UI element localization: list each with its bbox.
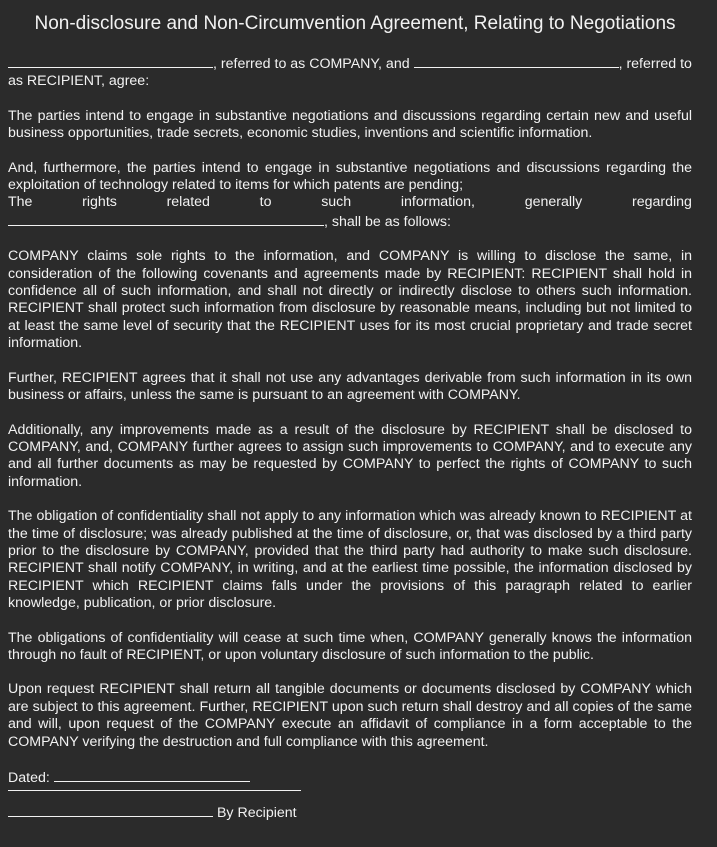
dated-blank[interactable] bbox=[54, 768, 250, 782]
paragraph-company-claims: COMPANY claims sole rights to the information, and COMPANY is willing to disclose the same, in consideration of the following covenants and agreements made by RECIPIENT: RECIPIENT shall hold in confidence all of such information, and shall not directly or indirectly disclose to others such information. RECIPIENT shall protect such information from disclosure by reasonable means, including but not limited to at least the same level of security that the RECIPIENT uses for its most crucial proprietary and trade secret information. bbox=[8, 248, 692, 352]
recipient-label-end: , referred to bbox=[618, 56, 692, 72]
rights-word: to bbox=[259, 194, 272, 211]
parties-paragraph bbox=[8, 54, 692, 91]
dated-label: Dated: bbox=[8, 770, 50, 786]
recipient-label-line2: as RECIPIENT, agree: bbox=[8, 73, 150, 90]
paragraph-cessation: The obligations of confidentiality will cease at such time when, COMPANY generally knows the information through no fault of RECIPIENT, or upon voluntary disclosure of such information to the public. bbox=[8, 629, 692, 663]
paragraph-return-documents: Upon request RECIPIENT shall return all tangible documents or documents disclosed by COMPANY which are subject to this agreement. Further, RECIPIENT upon such return shall destroy and all copies of the same and will, upon request of the COMPANY execute an affidavit of compliance in a form acceptable to the COMPANY verifying the destruction and full compliance with this agreement. bbox=[8, 681, 692, 750]
recipient-signature-blank[interactable] bbox=[8, 803, 213, 817]
subject-end: , shall be as follows: bbox=[324, 213, 451, 230]
rights-word: information, bbox=[400, 194, 475, 211]
technology-text: And, furthermore, the parties intend to engage in substantive negotiations and discussions regarding the exploitation of technology related to items for which patents are pending; bbox=[8, 159, 692, 194]
rights-word: such bbox=[321, 194, 352, 211]
rights-line bbox=[8, 194, 692, 211]
rights-word: rights bbox=[82, 194, 117, 211]
rights-word: regarding bbox=[631, 194, 692, 211]
company-label: , referred to as COMPANY, and bbox=[213, 56, 410, 72]
recipient-name-blank[interactable] bbox=[414, 54, 619, 68]
rights-word: The bbox=[8, 194, 33, 211]
paragraph-intent: The parties intend to engage in substantive negotiations and discussions regarding certain new and useful business opportunities, trade secrets, economic studies, inventions and scientific information. bbox=[8, 107, 692, 142]
paragraph-exceptions: The obligation of confidentiality shall not apply to any information which was already known to RECIPIENT at the time of disclosure; was already published at the time of disclosure, or, that was disclosed by a third party prior to the disclosure by COMPANY, provided that the third party had authority to make such disclosure. RECIPIENT shall notify COMPANY, in writing, and at the earliest time possible, the information disclosed by RECIPIENT which RECIPIENT claims falls under the provisions of this paragraph related to earlier knowledge, publication, or prior disclosure. bbox=[8, 508, 692, 612]
paragraph-improvements: Additionally, any improvements made as a result of the disclosure by RECIPIENT shall be disclosed to COMPANY, and, COMPANY further agrees to assign such improvements to COMPANY, and to execute any and all further documents as may be requested by COMPANY to perfect the rights of COMPANY to such information. bbox=[8, 421, 692, 490]
subject-line bbox=[8, 212, 692, 231]
signature-line[interactable] bbox=[8, 790, 301, 791]
paragraph-technology bbox=[8, 160, 692, 232]
company-name-blank[interactable] bbox=[8, 54, 213, 68]
rights-word: related bbox=[166, 194, 210, 211]
subject-blank[interactable] bbox=[8, 212, 324, 226]
dated-row bbox=[8, 768, 692, 787]
recipient-signature-row bbox=[8, 803, 301, 822]
rights-word: generally bbox=[524, 194, 583, 211]
by-recipient-label: By Recipient bbox=[216, 805, 297, 821]
paragraph-no-advantage: Further, RECIPIENT agrees that it shall not use any advantages derivable from such information in its own business or affairs, unless the same is pursuant to an agreement with COMPANY. bbox=[8, 369, 692, 404]
document-title: Non-disclosure and Non-Circumvention Agreement, Relating to Negotiations bbox=[34, 13, 676, 34]
signature-block bbox=[8, 790, 301, 822]
